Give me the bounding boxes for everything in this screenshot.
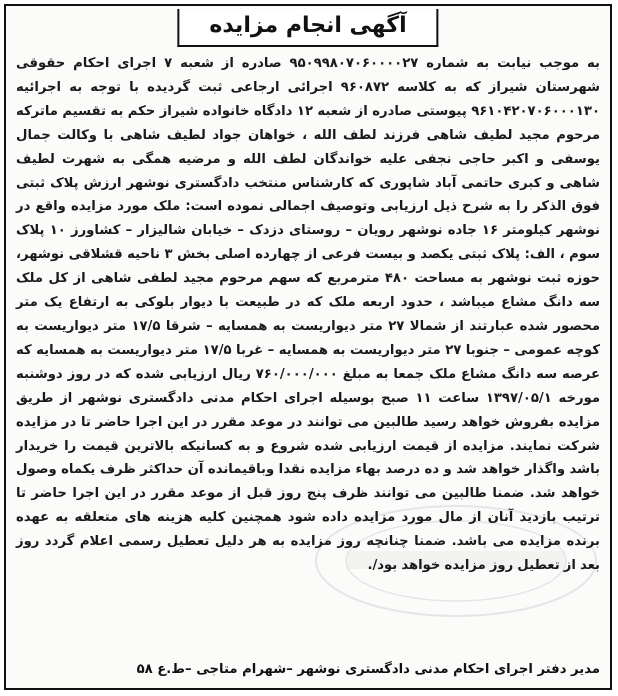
notice-signature: مدیر دفتر اجرای احکام مدنی دادگستری نوشهر –شهرام متاجی –ط.ع ۵۸ bbox=[136, 662, 600, 677]
notice-body-text: به موجب نیابت به شماره ۹۵۰۹۹۸۰۷۰۶۰۰۰۰۲۷ صادره از شعبه ۷ اجرای احکام حقوقی شهرستان شیراز که به کلاسه ۹۶۰۸۷۲ اجرائی ارجاعی ثبت گردیده با توجه به اجرائیه ۹۶۱۰۴۲۰۷۰۶۰۰۰۱۳۰ پیوستی صادره از شعبه ۱۲ دادگاه خانواده شیراز حکم به تقسیم ماترکه مرحوم مجید لطیف شاهی فرزند لطف الله ، خواهان جواد لطیف شاهی با وکالت جمال یوسفی و اکبر حاجی نجفی علیه خواندگان لطف الله و مرضیه همگی به شهرت لطیف شاهی و کبری حاتمی آباد شاپوری که کارشناس منتخب دادگستری نوشهر ارزش پلاک ثبتی فوق الذکر را به شرح ذیل ارزیابی وتوصیف اجمالی نموده است: ملک مورد مزایده واقع در نوشهر کیلومتر ۱۶ جاده نوشهر رویان – روستای دزدک – خیابان شالیزار – کشاورز ۱۰ پلاک سوم ، الف: پلاک ثبتی یکصد و بیست فرعی از چهارده اصلی بخش ۳ ناحیه قشلاقی نوشهر، حوزه ثبت نوشهر به مساحت ۴۸۰ مترمربع که سهم مرحوم مجید لطفی شاهی از کل ملک سه دانگ مشاع میباشد ، حدود اربعه ملک که در طبیعت با دیوار بلوکی به ارتفاع یک متر محصور شده عبارتند از شمالا ۲۷ متر دیواریست به همسایه – شرقا ۱۷/۵ متر دیواریست به کوچه عمومی – جنوبا ۲۷ متر دیواریست به همسایه – غربا ۱۷/۵ متر دیواریست به همسایه که عرصه سه دانگ مشاع ملک جمعا به مبلغ ۷۶۰/۰۰۰/۰۰۰ ریال ارزیابی شده که در روز دوشنبه مورخه ۱۳۹۷/۰۵/۱ ساعت ۱۱ صبح بوسیله اجرای احکام مدنی دادگستری نوشهر از طریق مزایده بفروش خواهد رسید طالبین می توانند در موعد مقرر در این اجرا حاضر تا در مزایده شرکت نمایند. مزایده از قیمت ارزیابی شده شروع و به کسانیکه بالاترین قیمت را خریدار باشد واگذار خواهد شد و ده درصد بهاء مزایده نقدا وباقیمانده آن حداکثر ظرف یکماه وصول خواهد شد. ضمنا طالبین می توانند ظرف پنج روز قبل از موعد مقرر در این اجرا حاضر تا ترتیب بازدید آنان از مال مورد مزایده داده شود همچنین کلیه هزینه های متعلقه به عهده برنده مزایده می باشد. ضمنا چنانچه روز مزایده به هر دلیل تعطیل رسمی اعلام گردد روز بعد از تعطیل روز مزایده خواهد بود/. bbox=[16, 56, 601, 574]
auction-notice bbox=[4, 4, 612, 690]
notice-title: آگهی انجام مزایده bbox=[177, 9, 438, 47]
